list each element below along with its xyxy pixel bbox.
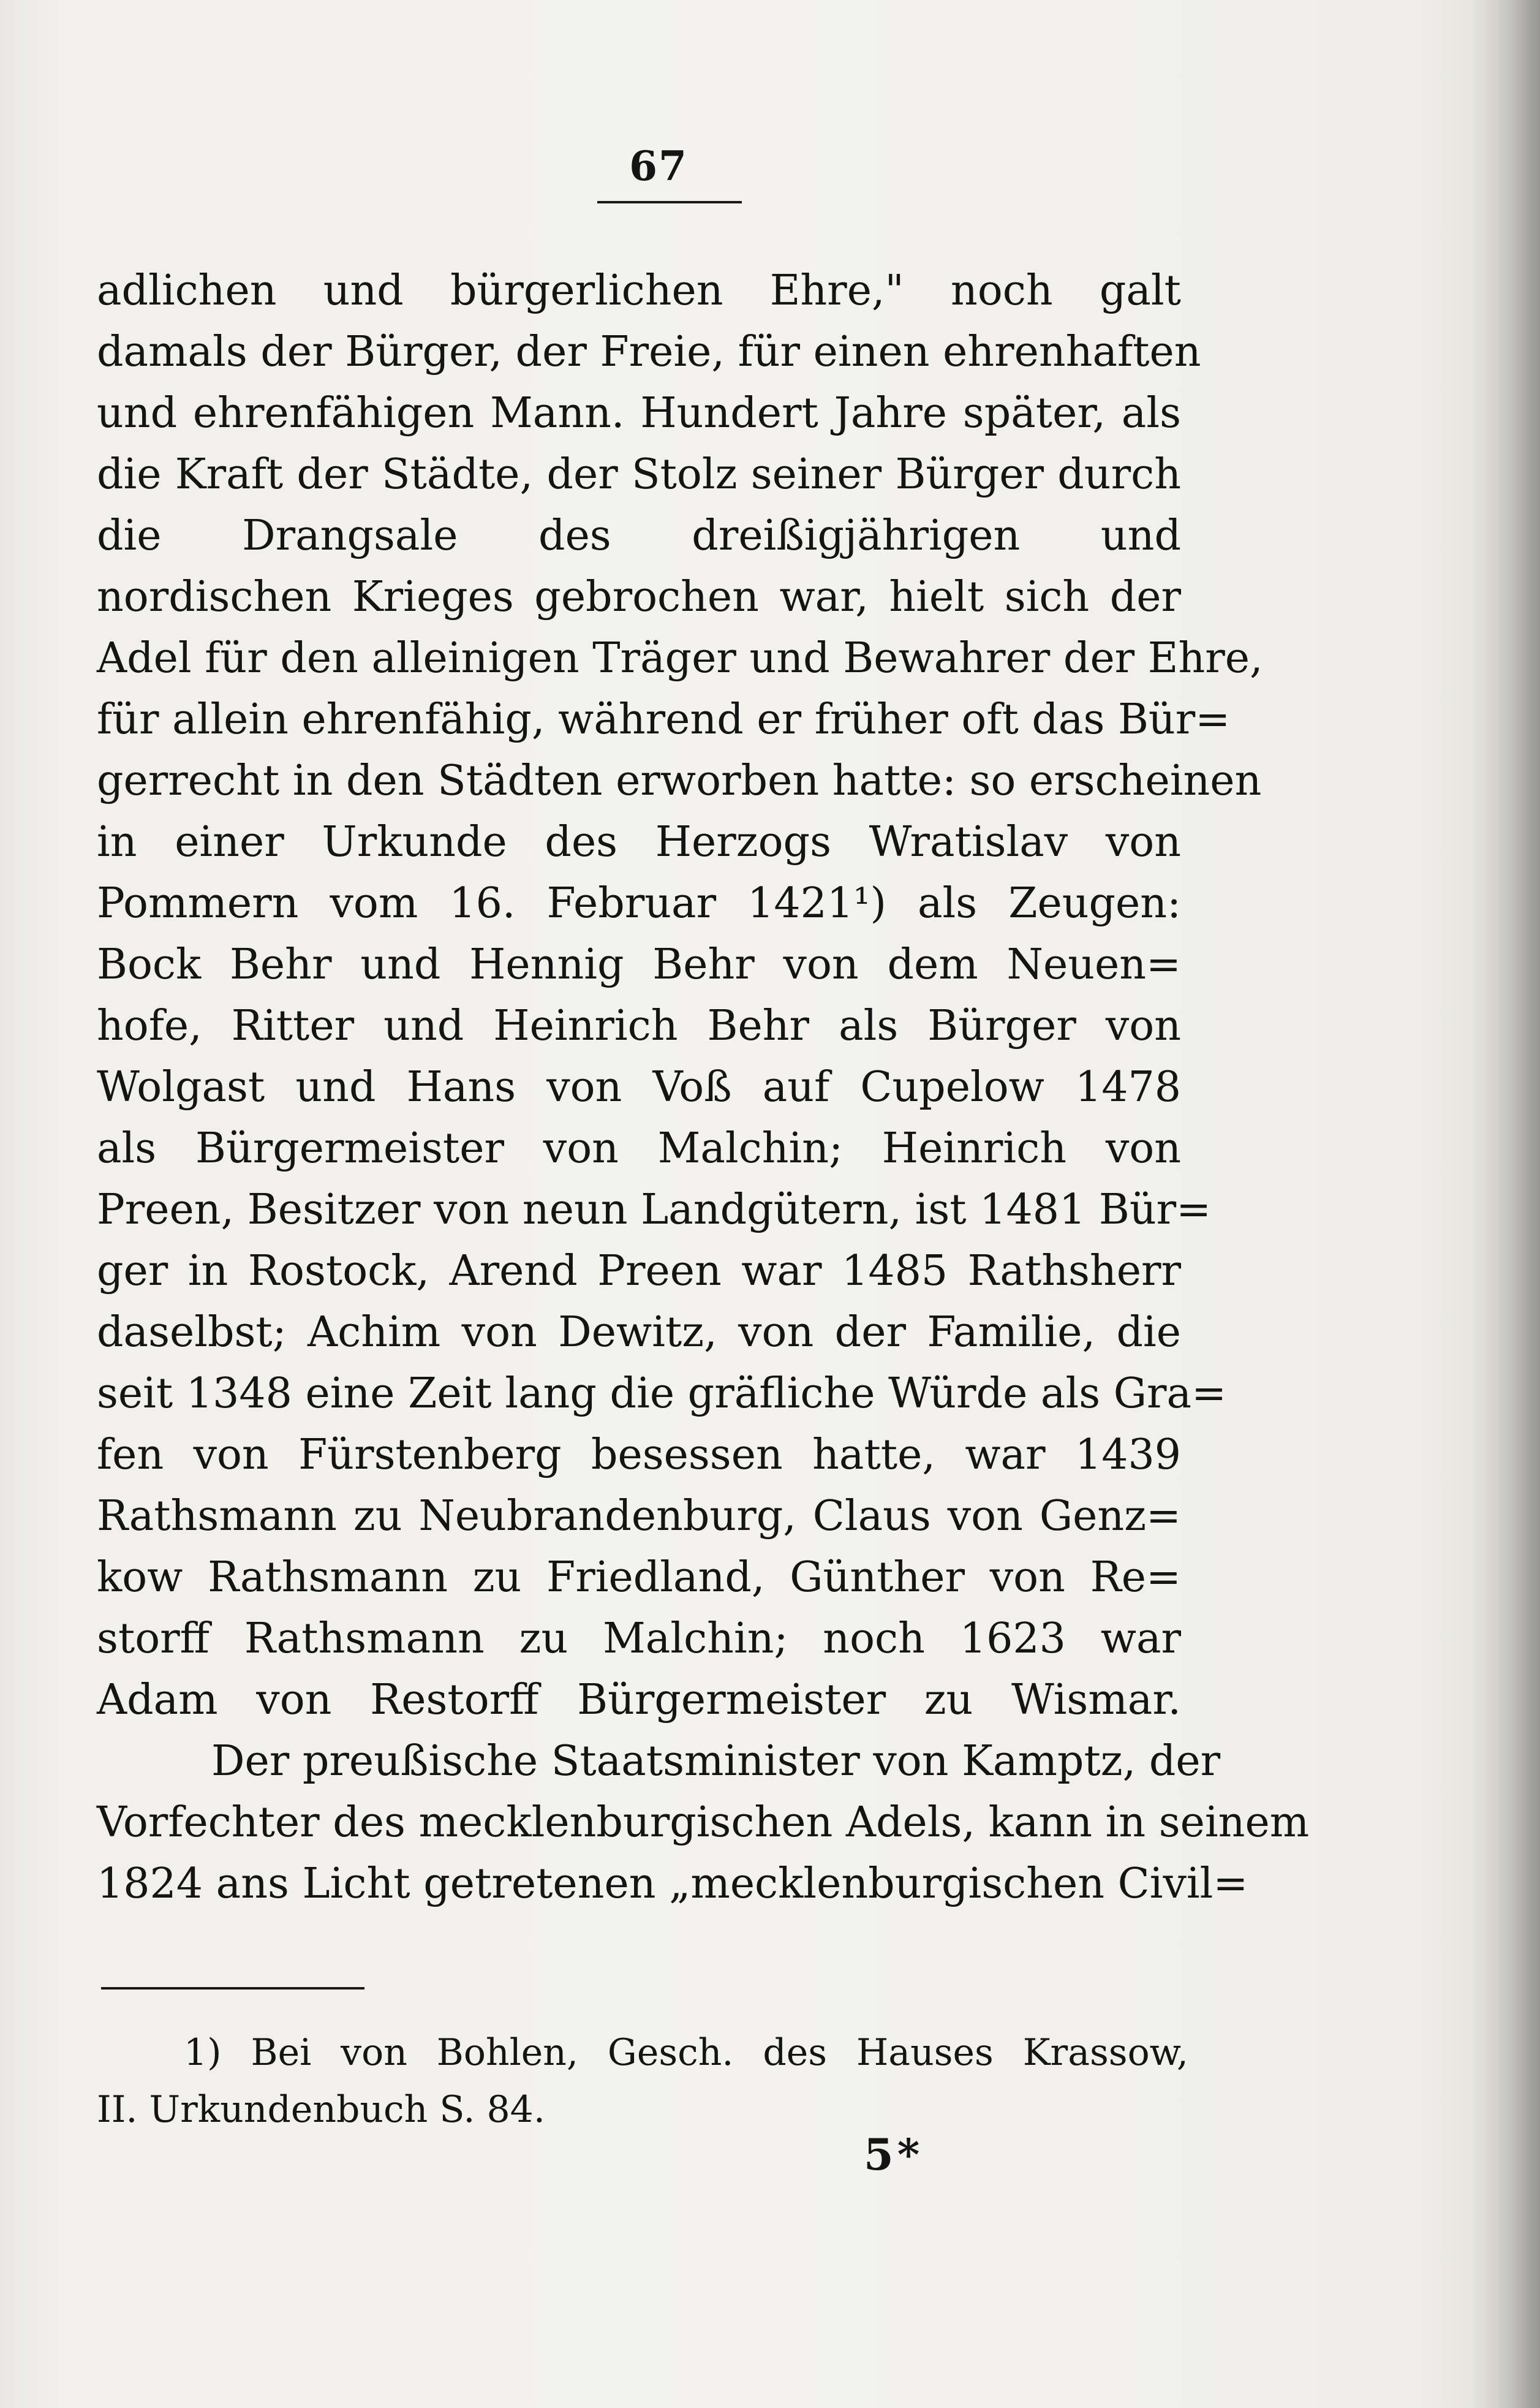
- spine-shadow: [1473, 0, 1540, 2408]
- text-line: Bock Behr und Hennig Behr von dem Neuen=: [97, 941, 1181, 989]
- text-line: Preen, Besitzer von neun Landgütern, ist 1481 Bür=: [97, 1186, 1212, 1234]
- text-line: Adel für den alleinigen Träger und Bewahrer der Ehre,: [97, 634, 1263, 683]
- text-line: damals der Bürger, der Freie, für einen ehrenhaften: [97, 328, 1201, 376]
- text-line: hofe, Ritter und Heinrich Behr als Bürger von: [97, 1002, 1181, 1050]
- text-line: fen von Fürstenberg besessen hatte, war 1439: [97, 1431, 1181, 1479]
- text-line: Vorfechter des mecklenburgischen Adels, kann in seinem: [97, 1798, 1310, 1847]
- text-line: ger in Rostock, Arend Preen war 1485 Rathsherr: [97, 1247, 1181, 1295]
- paragraph-first-line: Der preußische Staatsminister von Kamptz, der: [211, 1737, 1221, 1785]
- page-number: 67: [629, 142, 688, 190]
- text-line: als Bürgermeister von Malchin; Heinrich von: [97, 1124, 1181, 1173]
- text-line: die Drangsale des dreißigjährigen und: [97, 512, 1181, 560]
- text-line: Pommern vom 16. Februar 1421¹) als Zeugen:: [97, 879, 1181, 928]
- text-line: die Kraft der Städte, der Stolz seiner Bürger durch: [97, 450, 1181, 499]
- text-line: und ehrenfähigen Mann. Hundert Jahre später, als: [97, 389, 1181, 437]
- footnote-rule: [101, 1987, 364, 1990]
- footnote-line: 1) Bei von Bohlen, Gesch. des Hauses Krassow,: [184, 2031, 1188, 2074]
- text-line: nordischen Krieges gebrochen war, hielt sich der: [97, 573, 1181, 621]
- text-line: Rathsmann zu Neubrandenburg, Claus von Genz=: [97, 1492, 1181, 1540]
- text-line: für allein ehrenfähig, während er früher oft das Bür=: [97, 695, 1231, 744]
- text-line: Adam von Restorff Bürgermeister zu Wismar.: [97, 1676, 1181, 1724]
- text-line: in einer Urkunde des Herzogs Wratislav von: [97, 818, 1181, 866]
- text-line: 1824 ans Licht getretenen „mecklenburgischen Civil=: [97, 1860, 1248, 1908]
- text-line: daselbst; Achim von Dewitz, von der Familie, die: [97, 1308, 1181, 1357]
- footnote-line: II. Urkundenbuch S. 84.: [97, 2088, 545, 2131]
- header-rule: [597, 201, 742, 203]
- signature-mark: 5*: [864, 2129, 924, 2180]
- text-line: kow Rathsmann zu Friedland, Günther von Re=: [97, 1553, 1181, 1602]
- text-line: adlichen und bürgerlichen Ehre," noch galt: [97, 267, 1181, 315]
- text-line: storff Rathsmann zu Malchin; noch 1623 war: [97, 1615, 1181, 1663]
- text-line: gerrecht in den Städten erworben hatte: so erscheinen: [97, 757, 1262, 805]
- text-line: seit 1348 eine Zeit lang die gräfliche Würde als Gra=: [97, 1369, 1227, 1418]
- text-line: Wolgast und Hans von Voß auf Cupelow 1478: [97, 1063, 1181, 1111]
